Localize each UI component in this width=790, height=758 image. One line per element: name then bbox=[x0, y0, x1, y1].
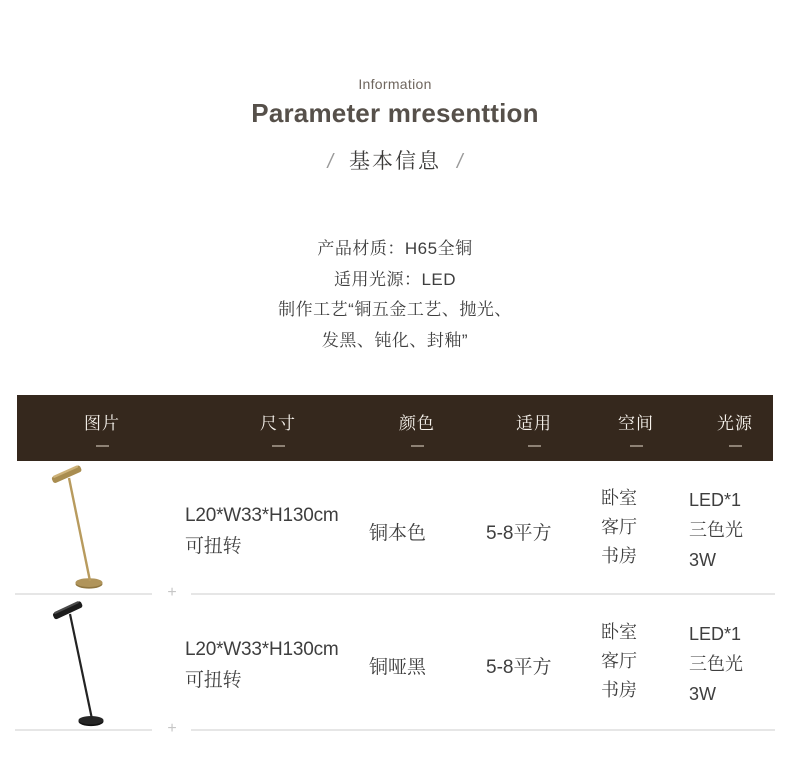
section-subtitle-zh: 基本信息 bbox=[349, 150, 441, 173]
product-image-black-floor-lamp bbox=[30, 598, 150, 730]
column-header-label: 空间 bbox=[618, 414, 654, 433]
space-line: 书房 bbox=[601, 546, 637, 566]
column-underline bbox=[411, 445, 424, 447]
light-line: 3W bbox=[689, 550, 716, 570]
section-eyebrow: Information bbox=[358, 76, 432, 92]
cell-space bbox=[601, 618, 637, 705]
column-header-color bbox=[377, 409, 457, 447]
light-line: LED*1 bbox=[689, 624, 742, 644]
table-row bbox=[0, 596, 790, 730]
slash-right-decoration: / bbox=[457, 151, 463, 173]
spec-line-craft-2: 发黑、钝化、封釉” bbox=[321, 330, 469, 350]
spec-line-craft-1: 制作工艺“铜五金工艺、抛光、 bbox=[278, 300, 512, 319]
spec-line-light-source: 适用光源：LED bbox=[333, 269, 457, 289]
column-header-label: 光源 bbox=[717, 414, 753, 433]
column-underline bbox=[729, 445, 742, 447]
table-row bbox=[0, 462, 790, 594]
row-divider-right bbox=[191, 593, 775, 595]
spec-line-material: 产品材质：H65全铜 bbox=[317, 239, 473, 258]
light-line: 三色光 bbox=[689, 520, 743, 540]
column-header-label: 颜色 bbox=[399, 414, 435, 433]
column-header-label: 尺寸 bbox=[260, 414, 296, 433]
section-title: Parameter mresenttion bbox=[251, 98, 539, 128]
size-line: L20*W33*H130cm bbox=[185, 505, 339, 526]
column-header-image bbox=[62, 409, 142, 447]
space-line: 客厅 bbox=[601, 651, 637, 671]
cell-color: 铜本色 bbox=[369, 523, 427, 544]
cell-space bbox=[601, 484, 637, 571]
column-header-light bbox=[695, 409, 775, 447]
plus-icon: + bbox=[167, 720, 177, 737]
space-line: 客厅 bbox=[601, 517, 637, 537]
column-header-size bbox=[238, 409, 318, 447]
row-divider-right bbox=[191, 729, 775, 731]
cell-area: 5-8平方 bbox=[486, 657, 552, 678]
space-line: 书房 bbox=[601, 680, 637, 700]
plus-icon: + bbox=[167, 584, 177, 601]
cell-size bbox=[185, 634, 339, 696]
cell-size bbox=[185, 500, 339, 562]
product-specs bbox=[0, 234, 790, 356]
light-line: LED*1 bbox=[689, 490, 742, 510]
size-line: 可扭转 bbox=[185, 670, 242, 691]
light-line: 3W bbox=[689, 684, 716, 704]
space-line: 卧室 bbox=[601, 622, 637, 642]
cell-light bbox=[689, 619, 743, 709]
space-line: 卧室 bbox=[601, 488, 637, 508]
column-header-area bbox=[494, 409, 574, 447]
table-header-bar bbox=[17, 395, 773, 461]
slash-left-decoration: / bbox=[327, 151, 333, 173]
column-underline bbox=[96, 445, 109, 447]
section-subtitle bbox=[0, 145, 790, 175]
column-header-label: 适用 bbox=[516, 414, 552, 433]
column-header-label: 图片 bbox=[84, 414, 120, 433]
product-image-gold-floor-lamp bbox=[30, 464, 150, 594]
row-divider-left bbox=[15, 593, 152, 595]
cell-light bbox=[689, 485, 743, 575]
row-divider-left bbox=[15, 729, 152, 731]
column-underline bbox=[528, 445, 541, 447]
size-line: 可扭转 bbox=[185, 536, 242, 557]
column-header-space bbox=[596, 409, 676, 447]
cell-area: 5-8平方 bbox=[486, 523, 552, 544]
column-underline bbox=[630, 445, 643, 447]
size-line: L20*W33*H130cm bbox=[185, 639, 339, 660]
light-line: 三色光 bbox=[689, 654, 743, 674]
cell-color: 铜哑黑 bbox=[369, 657, 427, 678]
column-underline bbox=[272, 445, 285, 447]
